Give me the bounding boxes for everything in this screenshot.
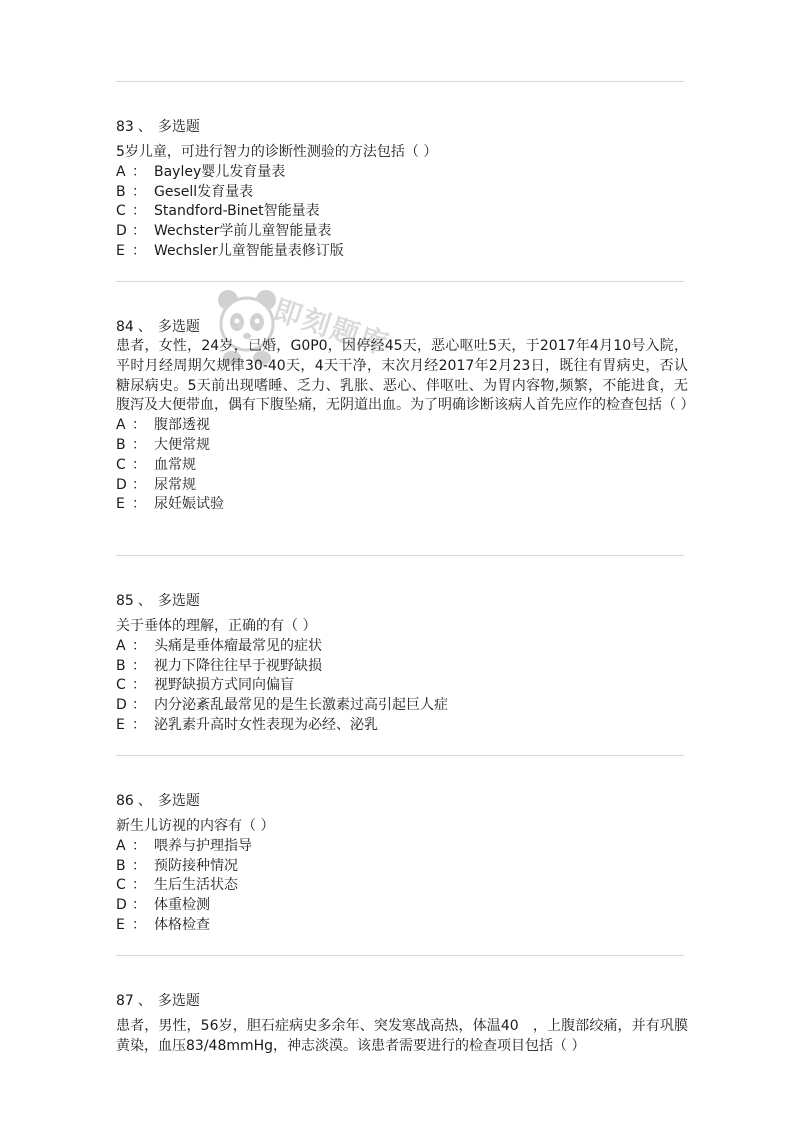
option-letter: A xyxy=(116,417,126,434)
option-colon: ： xyxy=(132,877,146,894)
option-c xyxy=(116,876,688,896)
option-letter: C xyxy=(116,677,126,694)
question-number: 83 xyxy=(116,119,134,135)
option-text: 喂养与护理指导 xyxy=(154,837,252,854)
option-text: 视野缺损方式同向偏盲 xyxy=(154,677,294,694)
option-text: 尿妊娠试验 xyxy=(154,496,224,513)
option-letter: B xyxy=(116,436,126,453)
option-c xyxy=(116,676,688,696)
option-c xyxy=(116,202,688,222)
option-d xyxy=(116,476,688,496)
question-separator: 、 xyxy=(137,119,152,135)
option-colon: ： xyxy=(132,476,146,493)
question-header xyxy=(116,991,688,1011)
option-b xyxy=(116,436,688,456)
option-letter: B xyxy=(116,183,126,200)
option-letter: A xyxy=(116,163,126,180)
option-text: 内分泌紊乱最常见的是生长激素过高引起巨人症 xyxy=(154,697,448,714)
question-stem: 新生儿访视的内容有（ ） xyxy=(116,818,275,834)
option-text: Bayley婴儿发育量表 xyxy=(154,163,286,180)
option-letter: D xyxy=(116,223,127,240)
question-86 xyxy=(116,791,688,936)
option-e xyxy=(116,716,688,736)
option-c xyxy=(116,456,688,476)
option-colon: ： xyxy=(132,716,146,733)
watermark-text: 即刻题库 xyxy=(269,293,394,362)
question-type: 多选题 xyxy=(157,319,200,335)
option-colon: ： xyxy=(132,677,146,694)
option-list xyxy=(116,837,688,936)
option-text: 大便常规 xyxy=(154,436,210,453)
option-letter: E xyxy=(116,916,125,933)
section-divider xyxy=(116,955,684,956)
question-85 xyxy=(116,591,688,736)
question-stem: 关于垂体的理解，正确的有（ ） xyxy=(116,618,317,634)
option-colon: ： xyxy=(132,857,146,874)
option-list xyxy=(116,637,688,736)
question-type: 多选题 xyxy=(157,993,200,1009)
option-text: Gesell发育量表 xyxy=(154,183,254,200)
option-letter: E xyxy=(116,716,125,733)
option-b xyxy=(116,657,688,677)
option-text: Wechster学前儿童智能量表 xyxy=(154,223,332,240)
option-text: 泌乳素升高时女性表现为必经、泌乳 xyxy=(154,716,378,733)
question-stem: 5岁儿童，可进行智力的诊断性测验的方法包括（ ） xyxy=(116,144,438,160)
option-colon: ： xyxy=(132,163,146,180)
option-letter: D xyxy=(116,697,127,714)
question-separator: 、 xyxy=(137,319,152,335)
option-colon: ： xyxy=(132,417,146,434)
option-text: 体格检查 xyxy=(154,916,210,933)
option-b xyxy=(116,857,688,877)
option-colon: ： xyxy=(132,456,146,473)
question-number: 86 xyxy=(116,793,134,809)
option-a xyxy=(116,163,688,183)
option-a xyxy=(116,637,688,657)
option-text: 尿常规 xyxy=(154,476,196,493)
question-header xyxy=(116,591,688,611)
question-separator: 、 xyxy=(137,993,152,1009)
option-letter: E xyxy=(116,242,125,259)
section-divider xyxy=(116,81,684,82)
option-e xyxy=(116,495,688,515)
option-b xyxy=(116,183,688,203)
question-87 xyxy=(116,991,688,1057)
question-84 xyxy=(116,317,695,515)
option-text: 视力下降往往早于视野缺损 xyxy=(154,657,322,674)
option-colon: ： xyxy=(132,183,146,200)
option-text: 生后生活状态 xyxy=(154,877,238,894)
option-letter: B xyxy=(116,857,126,874)
option-colon: ： xyxy=(132,242,146,259)
option-list xyxy=(116,416,688,515)
option-d xyxy=(116,896,688,916)
option-letter: D xyxy=(116,476,127,493)
question-type: 多选题 xyxy=(157,593,200,609)
question-header xyxy=(116,791,688,811)
option-colon: ： xyxy=(132,496,146,513)
question-header xyxy=(116,317,688,337)
question-number: 85 xyxy=(116,593,134,609)
option-text: 腹部透视 xyxy=(154,417,210,434)
option-text: 预防接种情况 xyxy=(154,857,238,874)
option-colon: ： xyxy=(132,436,146,453)
option-letter: C xyxy=(116,877,126,894)
option-text: 体重检测 xyxy=(154,897,210,914)
option-text: Standford-Binet智能量表 xyxy=(154,203,320,220)
option-colon: ： xyxy=(132,637,146,654)
option-colon: ： xyxy=(132,697,146,714)
option-colon: ： xyxy=(132,897,146,914)
question-stem: 患者，男性，56岁，胆石症病史多余年、突发寒战高热，体温40 ，上腹部绞痛，并有巩膜黄染，血压83/48mmHg，神志淡漠。该患者需要进行的检查项目包括（ ） xyxy=(116,1018,688,1054)
question-number: 87 xyxy=(116,993,134,1009)
option-letter: D xyxy=(116,897,127,914)
option-d xyxy=(116,696,688,716)
option-a xyxy=(116,416,688,436)
option-e xyxy=(116,916,688,936)
question-83 xyxy=(116,117,688,262)
option-e xyxy=(116,242,688,262)
question-type: 多选题 xyxy=(157,793,200,809)
option-text: Wechsler儿童智能量表修订版 xyxy=(154,242,344,259)
option-colon: ： xyxy=(132,837,146,854)
option-text: 头痛是垂体瘤最常见的症状 xyxy=(154,637,322,654)
option-letter: C xyxy=(116,456,126,473)
question-type: 多选题 xyxy=(157,119,200,135)
option-a xyxy=(116,837,688,857)
option-d xyxy=(116,222,688,242)
question-separator: 、 xyxy=(137,593,152,609)
option-colon: ： xyxy=(132,203,146,220)
option-letter: C xyxy=(116,203,126,220)
option-list xyxy=(116,163,688,262)
question-header xyxy=(116,117,688,137)
question-stem: 患者，女性，24岁，已婚，G0P0，因停经45天，恶心呕吐5天，于2017年4月10号入院，平时月经周期欠规律30-40天，4天干净，末次月经2017年2月23日，既往有胃病史，否认糖尿病史。5天前出现嗜睡、乏力、乳胀、恶心、伴呕吐、为胃内容物,频繁，不能进食，无腹泻及大便带血，偶有下腹坠痛，无阴道出血。为了明确诊断该病人首先应作的检查包括（ ） xyxy=(116,338,695,414)
question-number: 84 xyxy=(116,319,134,335)
option-letter: B xyxy=(116,657,126,674)
option-letter: A xyxy=(116,637,126,654)
option-colon: ： xyxy=(132,916,146,933)
section-divider xyxy=(116,555,684,556)
option-text: 血常规 xyxy=(154,456,196,473)
question-separator: 、 xyxy=(137,793,152,809)
option-colon: ： xyxy=(132,657,146,674)
option-colon: ： xyxy=(132,223,146,240)
section-divider xyxy=(116,755,684,756)
option-letter: A xyxy=(116,837,126,854)
section-divider xyxy=(116,281,684,282)
option-letter: E xyxy=(116,496,125,513)
